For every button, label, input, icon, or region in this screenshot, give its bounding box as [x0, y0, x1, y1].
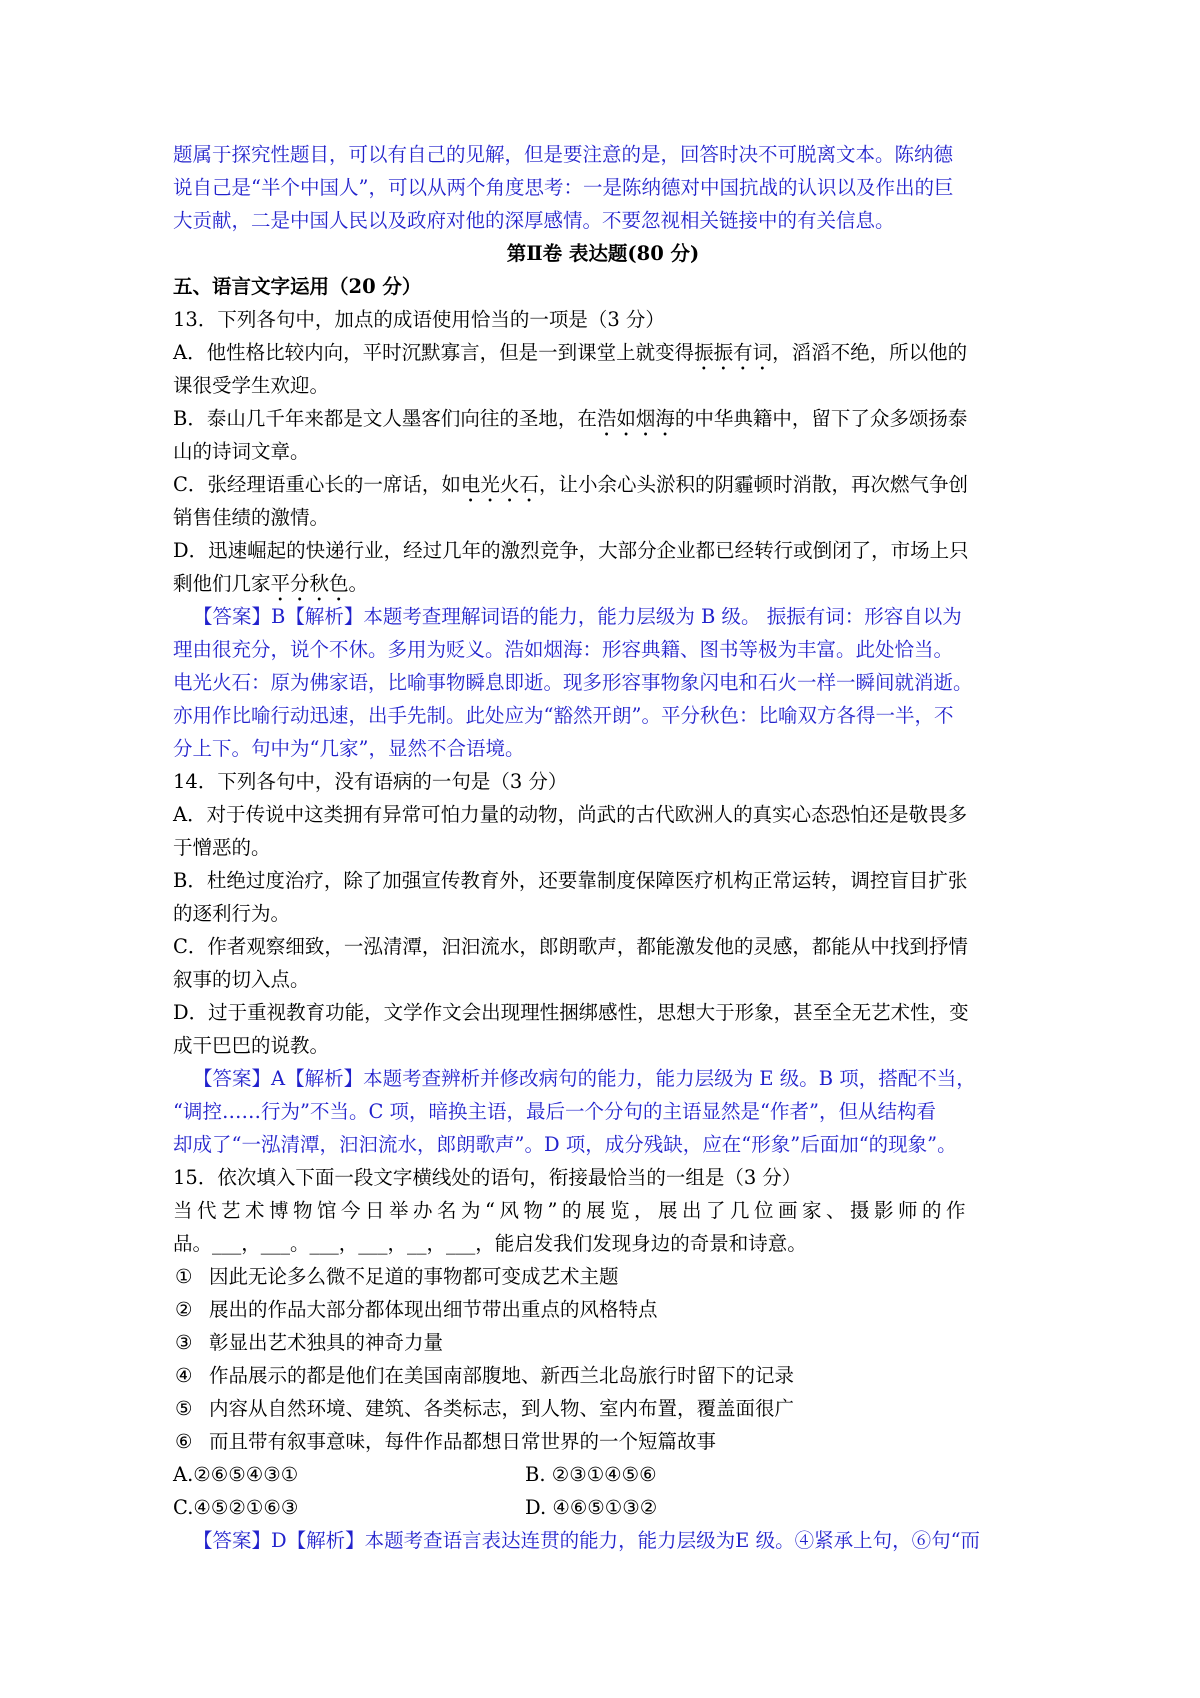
q13-option-d-cont: 剩他们几家平分秋色。 — [173, 572, 369, 595]
q15-stem: 15．依次填入下面一段文字横线处的语句，衔接最恰当的一组是（3 分） — [173, 1166, 802, 1189]
q15-passage-line: 当代艺术博物馆今日举办名为“风物”的展览，展出了几位画家、摄影师的作 — [173, 1199, 970, 1222]
q13-answer-line: 理由很充分，说个不休。多用为贬义。浩如烟海：形容典籍、图书等极为丰富。此处恰当。 — [173, 638, 954, 661]
q13-option-b-cont: 山的诗词文章。 — [173, 440, 310, 463]
document-page — [173, 138, 1033, 1557]
q15-item: ④ 作品展示的都是他们在美国南部腹地、新西兰北岛旅行时留下的记录 — [175, 1364, 795, 1387]
q13-answer-line: 电光火石：原为佛家语，比喻事物瞬息即逝。现多形容事物象闪电和石火一样一瞬间就消逝。 — [173, 671, 973, 694]
q15-options-row — [173, 1458, 1033, 1491]
q15-item: ⑥ 而且带有叙事意味，每件作品都想日常世界的一个短篇故事 — [175, 1430, 717, 1453]
q13-option-a-cont: 课很受学生欢迎。 — [173, 374, 330, 397]
q13-answer-line: 分上下。句中为“几家”，显然不合语境。 — [173, 737, 525, 760]
q15-item: ③ 彰显出艺术独具的神奇力量 — [175, 1331, 444, 1354]
q15-option: D. ④⑥⑤①③② — [525, 1496, 658, 1519]
q13-option-a: A．他性格比较内向，平时沉默寡言，但是一到课堂上就变得振振有词，滔滔不绝，所以他的 — [173, 341, 968, 364]
q14-text-line: 于憎恶的。 — [173, 836, 271, 859]
q14-text-line: 成干巴巴的说教。 — [173, 1034, 330, 1057]
q14-answer-line: “调控……行为”不当。C 项，暗换主语，最后一个分句的主语显然是“作者”，但从结构看 — [173, 1100, 936, 1123]
q14-text-line: 叙事的切入点。 — [173, 968, 310, 991]
q13-option-c-cont: 销售佳绩的激情。 — [173, 506, 330, 529]
intro-line: 说自己是“半个中国人”，可以从两个角度思考：一是陈纳德对中国抗战的认识以及作出的巨 — [173, 176, 954, 199]
q14-text-line: D．过于重视教育功能，文学作文会出现理性捆绑感性，思想大于形象，甚至全无艺术性，变 — [173, 1001, 969, 1024]
q14-text-line: B．杜绝过度治疗，除了加强宣传教育外，还要靠制度保障医疗机构正常运转，调控盲目扩张 — [173, 869, 968, 892]
q13-option-d: D．迅速崛起的快递行业，经过几年的激烈竞争，大部分企业都已经转行或倒闭了，市场上只 — [173, 539, 969, 562]
q14-text-line: A．对于传说中这类拥有异常可怕力量的动物，尚武的古代欧洲人的真实心态恐怕还是敬畏多 — [173, 803, 968, 826]
q14-stem: 14．下列各句中，没有语病的一句是（3 分） — [173, 770, 568, 793]
q13-option-b: B．泰山几千年来都是文人墨客们向往的圣地，在浩如烟海的中华典籍中，留下了众多颂扬泰 — [173, 407, 968, 430]
q13-option-c: C．张经理语重心长的一席话，如电光火石，让小余心头淤积的阴霾顿时消散，再次燃气争创 — [173, 473, 968, 496]
dotted-idiom: 电光火石 — [460, 473, 539, 496]
q15-option: B. ②③①④⑤⑥ — [525, 1463, 657, 1486]
intro-line: 题属于探究性题目，可以有自己的见解，但是要注意的是，回答时决不可脱离文本。陈纳德 — [173, 143, 954, 166]
intro-line: 大贡献，二是中国人民以及政府对他的深厚感情。不要忽视相关链接中的有关信息。 — [173, 209, 895, 232]
q15-option: A.②⑥⑤④③① — [173, 1463, 299, 1486]
q15-item: ② 展出的作品大部分都体现出细节带出重点的风格特点 — [175, 1298, 658, 1321]
q15-item: ⑤ 内容从自然环境、建筑、各类标志，到人物、室内布置，覆盖面很广 — [175, 1397, 795, 1420]
q15-item: ① 因此无论多么微不足道的事物都可变成艺术主题 — [175, 1265, 619, 1288]
q13-stem: 13．下列各句中，加点的成语使用恰当的一项是（3 分） — [173, 308, 665, 331]
q14-text-line: C．作者观察细致，一泓清潭，汩汩流水，郎朗歌声，都能激发他的灵感，都能从中找到抒情 — [173, 935, 968, 958]
q14-answer-line: 【答案】A【解析】本题考查辨析并修改病句的能力，能力层级为 E 级。B 项，搭配不当， — [193, 1067, 976, 1090]
volume-title: 第Ⅱ卷 表达题(80 分) — [506, 242, 700, 265]
q15-passage-line: 品。___，___。___，___，__，___，能启发我们发现身边的奇景和诗意。 — [173, 1232, 807, 1255]
dotted-idiom: 平分秋色 — [270, 572, 349, 595]
q14-answer-line: 却成了“一泓清潭，汩汩流水，郎朗歌声”。D 项，成分残缺，应在“形象”后面加“的现象”。 — [173, 1133, 957, 1156]
dotted-idiom: 浩如烟海 — [596, 407, 675, 430]
q15-options-row — [173, 1491, 1033, 1524]
q14-text-line: 的逐利行为。 — [173, 902, 291, 925]
section-title: 五、语言文字运用（20 分） — [173, 275, 422, 298]
dotted-idiom: 振振有词 — [694, 341, 773, 364]
q13-answer-line: 【答案】B【解析】本题考查理解词语的能力，能力层级为 B 级。 振振有词：形容自以为 — [193, 605, 962, 628]
q15-answer-line: 【答案】D【解析】本题考查语言表达连贯的能力，能力层级为E 级。④紧承上句，⑥句“而 — [193, 1529, 981, 1552]
q13-answer-line: 亦用作比喻行动迅速，出手先制。此处应为“豁然开朗”。平分秋色：比喻双方各得一半，不 — [173, 704, 954, 727]
q15-option: C.④⑤②①⑥③ — [173, 1496, 299, 1519]
